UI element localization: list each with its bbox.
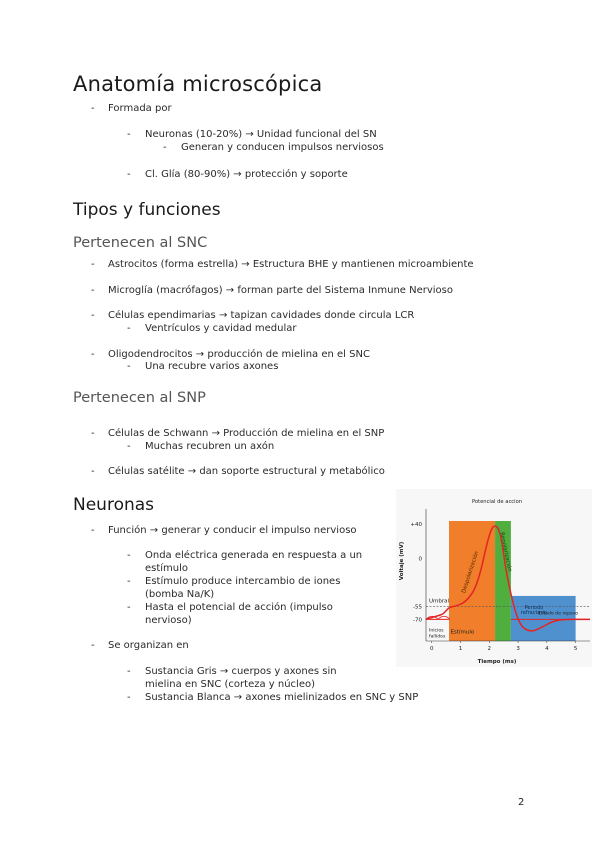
dash: - bbox=[127, 576, 131, 587]
dash: - bbox=[91, 466, 95, 477]
y-tick-label: -70 bbox=[413, 617, 422, 624]
list-item: Sustancia Blanca → axones mielinizados en SNC y SNP bbox=[145, 692, 419, 703]
dash: - bbox=[127, 169, 131, 180]
list-item: Astrocitos (forma estrella) → Estructura BHE y mantienen microambiente bbox=[108, 259, 474, 270]
dash: - bbox=[127, 129, 131, 140]
list-item: Función → generar y conducir el impulso nervioso bbox=[108, 525, 357, 536]
x-axis-label: Tiempo (ms) bbox=[477, 659, 517, 665]
annotation-threshold: Umbral bbox=[429, 598, 450, 605]
list-item: Células de Schwann → Producción de mielina en el SNP bbox=[108, 428, 385, 439]
list-item: Ventrículos y cavidad medular bbox=[145, 323, 297, 334]
list-item: Estímulo produce intercambio de iones bbox=[145, 576, 341, 587]
dash: - bbox=[127, 323, 131, 334]
region-label-refractory: Periodo bbox=[524, 604, 544, 611]
region-label-repolarization: Repolarización bbox=[498, 531, 513, 573]
subsection-heading: Pertenecen al SNP bbox=[73, 390, 206, 406]
page-title: Anatomía microscópica bbox=[73, 72, 323, 96]
dash: - bbox=[127, 666, 131, 677]
region-2 bbox=[511, 596, 579, 641]
list-item: Muchas recubren un axón bbox=[145, 441, 275, 452]
list-item: Onda eléctrica generada en respuesta a un bbox=[145, 550, 363, 561]
chart-title: Potencial de accion bbox=[471, 499, 523, 505]
list-item-cont: nervioso) bbox=[145, 615, 192, 626]
list-item: Cl. Glía (80-90%) → protección y soporte bbox=[145, 169, 348, 180]
annotation-failed-1: Inicios bbox=[429, 628, 444, 634]
list-item: Neuronas (10-20%) → Unidad funcional del SN bbox=[145, 129, 377, 140]
y-tick-label: +40 bbox=[410, 522, 422, 528]
section-heading: Neuronas bbox=[73, 495, 155, 515]
dash: - bbox=[127, 692, 131, 703]
region-label-depolarization: Despolarización bbox=[461, 550, 481, 594]
list-item: Células ependimarias → tapizan cavidades donde circula LCR bbox=[108, 310, 415, 321]
dash: - bbox=[163, 142, 167, 153]
dash: - bbox=[91, 259, 95, 270]
list-item: Sustancia Gris → cuerpos y axones sin bbox=[145, 666, 337, 677]
list-item-cont: (bomba Na/K) bbox=[145, 589, 215, 600]
annotation-stimulus: Estímulo bbox=[450, 629, 475, 636]
list-item: Microglía (macrófagos) → forman parte del Sistema Inmune Nervioso bbox=[108, 285, 453, 296]
x-tick-label: 0 bbox=[430, 646, 434, 652]
dash: - bbox=[91, 349, 95, 360]
dash: - bbox=[127, 361, 131, 372]
x-tick-label: 3 bbox=[516, 646, 520, 652]
dash: - bbox=[91, 428, 95, 439]
dash: - bbox=[91, 640, 95, 651]
subsection-heading: Pertenecen al SNC bbox=[73, 235, 208, 251]
dash: - bbox=[127, 550, 131, 561]
list-item: Se organizan en bbox=[108, 640, 189, 651]
list-item: Células satélite → dan soporte estructural y metabólico bbox=[108, 466, 385, 477]
region-label-refractory-2: refractario bbox=[520, 610, 547, 617]
dash: - bbox=[91, 285, 95, 296]
dash: - bbox=[91, 525, 95, 536]
list-item-cont: estímulo bbox=[145, 563, 189, 574]
list-item: Formada por bbox=[108, 103, 172, 114]
dash: - bbox=[127, 602, 131, 613]
annotation-failed-2: fallidos bbox=[429, 634, 446, 640]
x-tick-label: 4 bbox=[545, 646, 549, 652]
list-item: Oligodendrocitos → producción de mielina en el SNC bbox=[108, 349, 370, 360]
section-heading: Tipos y funciones bbox=[73, 200, 221, 220]
x-tick-label: 5 bbox=[573, 646, 578, 652]
annotation-rest: Estado de reposo bbox=[538, 611, 579, 617]
list-item: Una recubre varios axones bbox=[145, 361, 279, 372]
dash: - bbox=[91, 103, 95, 114]
list-item: Hasta el potencial de acción (impulso bbox=[145, 602, 333, 613]
x-tick-label: 1 bbox=[458, 646, 463, 652]
y-axis-label: Voltaje (mV) bbox=[399, 541, 405, 581]
x-tick-label: 2 bbox=[487, 646, 492, 652]
list-item-cont: mielina en SNC (corteza y núcleo) bbox=[145, 679, 316, 690]
action-potential-chart bbox=[396, 489, 592, 667]
page-number: 2 bbox=[518, 797, 525, 808]
dash: - bbox=[127, 441, 131, 452]
y-tick-label: -55 bbox=[413, 604, 422, 611]
dash: - bbox=[91, 310, 95, 321]
list-item: Generan y conducen impulsos nerviosos bbox=[181, 142, 384, 153]
y-tick-label: 0 bbox=[418, 556, 422, 563]
